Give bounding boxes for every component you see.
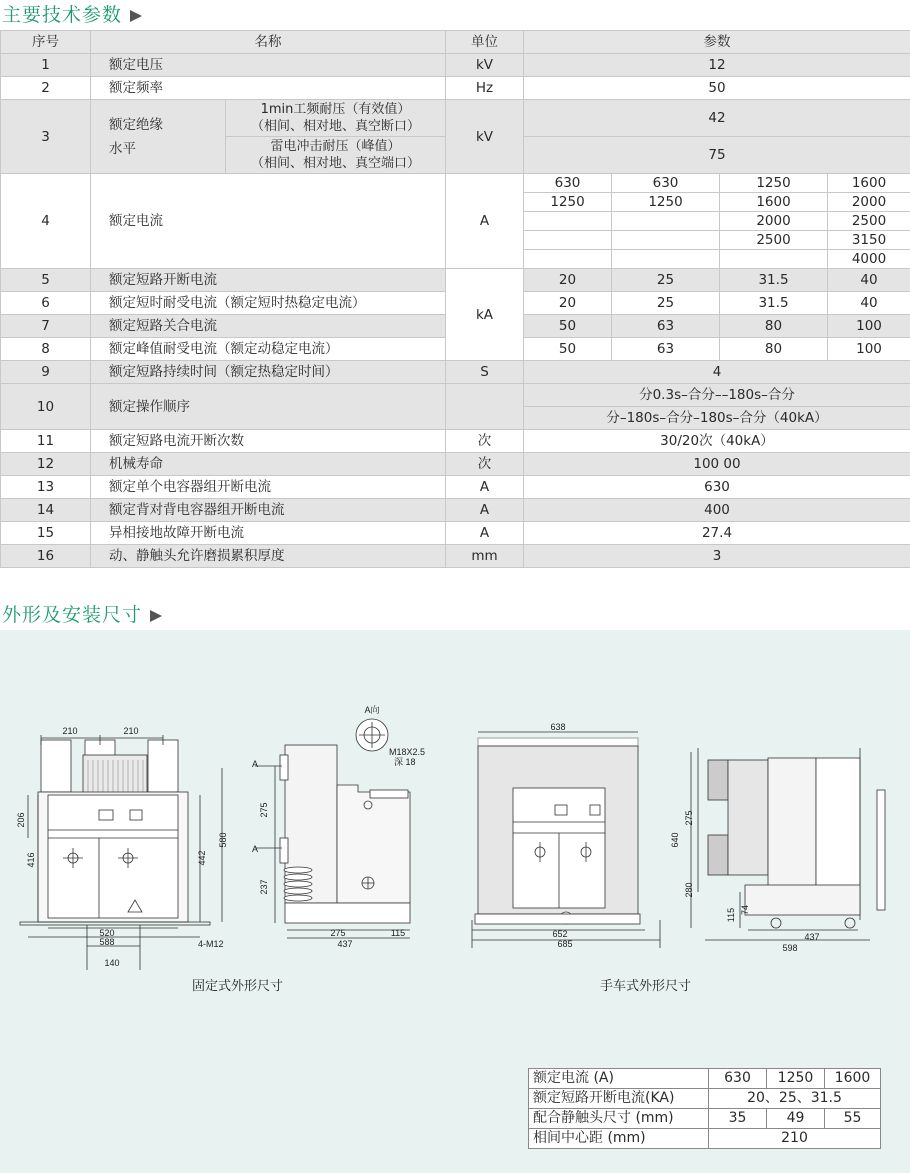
current-cell: 4000 [828,250,910,269]
row-value: 1600 [825,1069,881,1089]
row-unit: 次 [446,430,524,453]
dim-label: A向 [364,705,380,715]
section-title-text: 主要技术参数 [2,4,123,26]
subname-line1: 1min工频耐压（有效值） [260,102,411,117]
row-name: 异相接地故障开断电流 [91,522,446,545]
current-cell: 1250 [720,174,828,193]
current-cell: 1600 [828,174,910,193]
row-name-line1: 额定绝缘 [109,116,163,133]
dim-label: 652 [552,929,568,939]
dim-label: 588 [99,937,115,947]
dim-label: 437 [804,932,820,942]
row-value: 3 [524,545,910,568]
row-unit: kA [446,269,524,361]
row-value: 80 [720,315,828,338]
dim-label: A [252,844,259,854]
triangle-arrow-icon [150,610,162,622]
row-no: 6 [1,292,91,315]
current-cell [612,231,720,250]
row-name: 额定电流 [91,174,446,269]
row-value: 80 [720,338,828,361]
dim-label: 442 [197,850,207,866]
table-row [529,1089,881,1109]
current-cell: 630 [524,174,612,193]
triangle-arrow-icon [130,10,142,22]
row-unit: 次 [446,453,524,476]
current-cell [524,250,612,269]
section-title-text: 外形及安装尺寸 [2,604,143,626]
cart-side-view [670,748,885,953]
row-value: 31.5 [720,269,828,292]
row-value: 分–180s–合分–180s–合分（40kA） [524,407,910,430]
dim-label: 深 18 [394,757,416,767]
row-unit: A [446,174,524,269]
header-unit: 单位 [446,31,524,54]
current-cell: 1600 [720,193,828,212]
row-no: 12 [1,453,91,476]
row-name: 动、静触头允许磨损累积厚度 [91,545,446,568]
table-row [1,269,910,292]
row-label: 配合静触头尺寸 (mm) [529,1109,709,1129]
current-cell [524,231,612,250]
row-no: 15 [1,522,91,545]
row-name: 额定短路电流开断次数 [91,430,446,453]
contact-size-table [528,1068,881,1149]
dim-label: 140 [104,958,120,968]
cart-front-view [472,722,660,949]
row-no: 1 [1,54,91,77]
current-cell: 2000 [720,212,828,231]
dim-label: 638 [550,722,566,732]
row-value: 40 [828,292,910,315]
row-no: 10 [1,384,91,430]
header-param: 参数 [524,31,910,54]
dim-label: 4-M12 [198,939,224,949]
row-name: 额定短路关合电流 [91,315,446,338]
row-unit [446,384,524,430]
dim-label: 275 [684,810,694,826]
row-value: 30/20次（40kA） [524,430,910,453]
row-value: 63 [612,338,720,361]
row-name: 机械寿命 [91,453,446,476]
row-value: 100 00 [524,453,910,476]
dim-label: 598 [782,943,798,953]
dim-label: 206 [16,812,26,828]
dim-label: 275 [330,928,346,938]
row-name-line2: 水平 [109,140,136,157]
row-name: 额定频率 [91,77,446,100]
caption-fixed: 固定式外形尺寸 [192,979,284,994]
current-cell: 2000 [828,193,910,212]
row-no: 7 [1,315,91,338]
row-value: 40 [828,269,910,292]
subname-line2: （相间、相对地、真空端口） [250,156,420,171]
row-no: 16 [1,545,91,568]
row-unit: kV [446,54,524,77]
current-cell [720,250,828,269]
dim-label: 74 [740,904,750,916]
row-label: 额定短路开断电流(KA) [529,1089,709,1109]
current-cell: 1250 [524,193,612,212]
row-value: 1250 [767,1069,825,1089]
dim-label: 210 [123,726,139,736]
row-no: 9 [1,361,91,384]
row-no: 3 [1,100,91,174]
caption-cart: 手车式外形尺寸 [600,979,692,994]
header-no: 序号 [1,31,91,54]
row-name: 额定短路开断电流 [91,269,446,292]
dim-label: 437 [337,939,353,949]
subname-line2: （相间、相对地、真空断口） [250,119,420,134]
row-value: 210 [709,1129,881,1149]
row-no: 4 [1,174,91,269]
spec-table [0,30,910,568]
current-cell: 2500 [828,212,910,231]
current-cell [612,250,720,269]
table-row [1,545,910,568]
dim-label: 210 [62,726,78,736]
table-row [1,77,910,100]
row-value: 100 [828,338,910,361]
dim-label: 115 [726,907,736,923]
row-value: 42 [524,100,910,137]
current-cell: 3150 [828,231,910,250]
dim-label: 685 [557,939,573,949]
table-row [529,1129,881,1149]
row-unit: kV [446,100,524,174]
row-value: 50 [524,338,612,361]
row-label: 相间中心距 (mm) [529,1129,709,1149]
table-row [529,1069,881,1089]
table-row [1,522,910,545]
row-value: 35 [709,1109,767,1129]
current-cell: 1250 [612,193,720,212]
fixed-side-view [252,704,425,949]
dim-label: 275 [259,802,269,818]
dim-label: 580 [218,832,228,848]
dim-label: 280 [684,882,694,898]
row-unit: mm [446,545,524,568]
table-row [1,174,910,193]
row-value: 630 [709,1069,767,1089]
row-value: 4 [524,361,910,384]
row-no: 2 [1,77,91,100]
table-row [1,100,910,137]
row-value: 400 [524,499,910,522]
table-row [1,430,910,453]
row-name: 额定峰值耐受电流（额定动稳定电流） [91,338,446,361]
row-name [91,100,226,174]
row-subname [226,100,446,137]
header-name: 名称 [91,31,446,54]
table-row [1,361,910,384]
dim-label: 237 [259,879,269,895]
dim-label: A [252,759,259,769]
dim-label: 520 [99,928,115,938]
row-name: 额定电压 [91,54,446,77]
row-value: 63 [612,315,720,338]
row-value: 20 [524,269,612,292]
row-name: 额定短路持续时间（额定热稳定时间） [91,361,446,384]
table-row [529,1109,881,1129]
row-value: 20 [524,292,612,315]
row-value: 630 [524,476,910,499]
dim-label: 115 [390,928,406,938]
row-unit: S [446,361,524,384]
row-name: 额定操作顺序 [91,384,446,430]
row-no: 14 [1,499,91,522]
table-row [1,384,910,407]
row-value: 75 [524,137,910,174]
table-row [1,499,910,522]
row-unit: A [446,499,524,522]
subname-line1: 雷电冲击耐压（峰值） [270,139,401,154]
row-label: 额定电流 (A) [529,1069,709,1089]
row-unit: A [446,522,524,545]
row-value: 25 [612,269,720,292]
row-value: 49 [767,1109,825,1129]
row-value: 50 [524,77,910,100]
row-name: 额定短时耐受电流（额定短时热稳定电流） [91,292,446,315]
table-row [1,476,910,499]
row-no: 5 [1,269,91,292]
fixed-front-view [16,726,228,970]
table-row [1,453,910,476]
row-value: 31.5 [720,292,828,315]
row-value: 50 [524,315,612,338]
row-name: 额定单个电容器组开断电流 [91,476,446,499]
dim-label: 640 [670,832,680,848]
row-unit: Hz [446,77,524,100]
row-no: 13 [1,476,91,499]
current-cell: 2500 [720,231,828,250]
dim-label: 416 [26,852,36,868]
row-subname [226,137,446,174]
row-value: 27.4 [524,522,910,545]
row-unit: A [446,476,524,499]
row-value: 12 [524,54,910,77]
row-value: 100 [828,315,910,338]
row-name: 额定背对背电容器组开断电流 [91,499,446,522]
row-no: 8 [1,338,91,361]
section-title-specs [2,0,142,27]
row-no: 11 [1,430,91,453]
row-value: 55 [825,1109,881,1129]
row-value: 分0.3s–合分––180s–合分 [524,384,910,407]
section-title-dimensions [2,600,162,627]
current-cell: 630 [612,174,720,193]
row-value: 20、25、31.5 [709,1089,881,1109]
current-cell [612,212,720,231]
current-cell [524,212,612,231]
dim-label: M18X2.5 [389,747,426,757]
table-row [1,54,910,77]
row-value: 25 [612,292,720,315]
